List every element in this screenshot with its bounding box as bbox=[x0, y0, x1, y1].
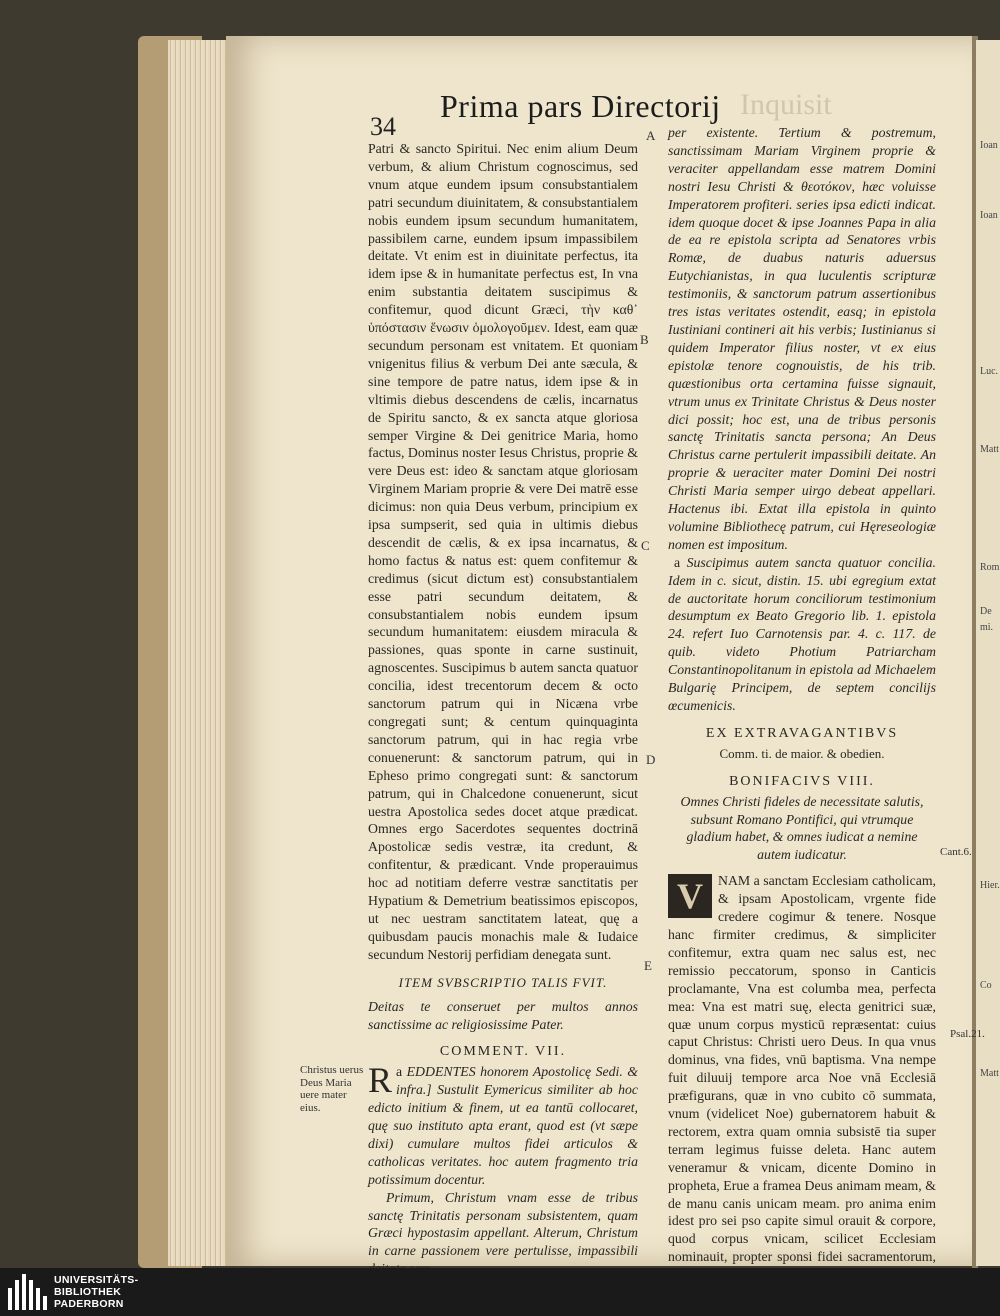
page-number: 34 bbox=[370, 112, 396, 141]
bonifacius-heading: BONIFACIVS VIII. bbox=[729, 773, 875, 789]
comment-text-2: Primum, Christum vnam esse de tribus sanctę Trinitatis personam subsistentem, quam Græci hypostasim appellant. Alterum, Christum in carne passionem vere pertulisse, impassibili bbox=[368, 1189, 638, 1259]
extravagantes-heading: EX EXTRAVAGANTIBVS bbox=[705, 725, 899, 741]
left-column bbox=[368, 140, 638, 1278]
right-margin-note-psal: Psal.21. bbox=[950, 1028, 985, 1040]
decorated-initial: V bbox=[668, 874, 712, 918]
subscription-heading: ITEM SVBSCRIPTIO TALIS FVIT. bbox=[398, 974, 608, 990]
adjacent-fragment: Rom bbox=[980, 562, 1000, 573]
page-edges bbox=[168, 40, 230, 1266]
commentary-text-2: Suscipimus autem sancta quatuor concilia. Idem in c. sicut, distin. 15. ubi egregium extat de auctoritate horum conciliorum testimonium desumptum ex Beato Gregorio lib. 1. epistola 24. refert Iuo Carnotensis par. 4. c. 117. de quib. videto Photium Patriarcham Constantinopolitanum in epistola ad Michaelem Bulgarię Principem, de septem concilijs œcumenicis. bbox=[668, 554, 936, 713]
right-column bbox=[668, 124, 936, 1284]
commentary-text: per existente. Tertium & postremum, sanctissimam Mariam Virginem proprie & veraciter appellandam esse matrem Domini nostri Iesu Christi & θεοτόκον, hæc voluisse Imperatorem profiteri. series ipsa edicti indicat. idem quoque docet & ipse Joannes Papa in alia de ea re epistola scripta ad Senatores vrbis Romæ, de duabus naturis aduersus Eutychianistas, in qua luculentis scripturæ testimoniis, & sanctorum patrum assertionibus tres istas veritates ostendit, easq; in epistola Iustiniani contineri ait his verbis; Iustinianus si quidem Imperator filius noster, vt ex eius epistolæ tenore cognouistis, de his trib. quæstionibus orta certamina fuisse signauit, vtrum unus ex Trinitate Christus & Deus noster dici possit; hoc est, una de tribus personis sanctę Trinitatis sancta persona; An Deus Christus carne pertulerit impassibili deitate. An proprie & ueraciter mater Domini Dei nostri Christi Maria semper uirgo debeat appellari. Hactenus ibi. Extat illa epistola in quinto volumine Bibliothecę patrum, cui Hęreseologiæ nomen est impositum. bbox=[668, 125, 936, 552]
comment-letter: a bbox=[396, 1064, 403, 1080]
library-logo-icon bbox=[8, 1274, 48, 1310]
section-letter-c: C bbox=[641, 538, 650, 553]
adjacent-page bbox=[976, 40, 1000, 1266]
subscription-text: Deitas te conseruet per multos annos sanctissime ac religiosissime Pater. bbox=[368, 998, 638, 1032]
library-footer bbox=[0, 1268, 1000, 1316]
comment-text: EDDENTES honorem Apostolicę Sedi. & infra.] Sustulit Eymericus similiter ab hoc edicto initium & finem, ut ea tantū collocaret, quę suo instituto apta erant, quod est (vt sæpe dixi) cumulare multos fidei articulos & catholicas veritates. hoc autem fragmento tria potissimum docentur. bbox=[368, 1064, 638, 1187]
section-letter-e: E bbox=[644, 958, 652, 973]
library-name-line: BIBLIOTHEK bbox=[54, 1286, 122, 1298]
adjacent-fragment: Ioan bbox=[980, 210, 998, 221]
right-margin-note-cant: Cant.6. bbox=[940, 846, 972, 858]
margin-note: Christus uerus Deus Maria uere mater eius. bbox=[300, 1064, 364, 1114]
adjacent-fragment: Co bbox=[980, 980, 992, 991]
adjacent-fragment: Matt bbox=[980, 1068, 999, 1079]
section-letter-a: A bbox=[646, 128, 656, 143]
section-letter-b: B bbox=[640, 332, 649, 347]
section-letter-d: D bbox=[646, 752, 656, 767]
library-name-line: UNIVERSITÄTS- bbox=[54, 1274, 139, 1286]
adjacent-fragment: De bbox=[980, 606, 992, 617]
extravagantes-subheading: Comm. ti. de maior. & obedien. bbox=[719, 745, 885, 761]
comment-heading: COMMENT. VII. bbox=[439, 1044, 567, 1060]
library-name-line: PADERBORN bbox=[54, 1298, 124, 1310]
bull-text: NAM a sanctam Ecclesiam catholicam, & ipsam Apostolicam, vrgente fide credere cogimur & tenere. Nosque hanc firmiter credimus, & simpliciter confitemur, extra quam nec salus est, nec remissio peccatorum, sponso in Canticis proclamante, Vna est columba mea, perfecta mea: Vna est matri suę, electa genitrici suæ, quæ unum corpus mysticū repræsentat: cuius caput Christus: Christi uero Deus. In qua vnus dominus, vna fides, vnū baptisma. Vna nempe fuit diluuij tempore arca Noe vnā Ecclesiā præfigurans, quæ in vno cubito cō summata, vnum (videlicet Noe) gubernatorem habuit & rectorem, extra quam omnia subsistē tia super terram legimus fuisse deleta. Hanc autem veneramur & vnicam, dicente Domino in propheta, Erue a framea Deus animam meam, & de manu canis unicam meam. pro anima enim idest pro sei pso capite simul orauit & corpore, quod corpus vnicam, scilicet Ecclesiam nominauit, propter sponsi fidei sacramentorum, bbox=[668, 873, 936, 1265]
commentary-letter: a bbox=[674, 554, 681, 570]
edict-text: Patri & sancto Spiritui. Nec enim alium Deum verbum, & alium Christum cognoscimus, sed vnum atque eundem ipsum consubstantialem patri secundum diuinitatem, & consubstantialem nobis eundem ipsum secundum humanitatem, passibilem carne, eundem ipsum impassibilem deitate. Vt enim est in diuinitate perfectus, ita idem ipse & in humanitate perfectus est, In vna enim substantia deitatem suscipimus & confitemur, quod dicunt Græci, τὴν καθ᾽ ὑπόστασιν ἕνωσιν ὁμολογοῦμεν. Idest, eam quæ secundum personam est vnitatem. Et quoniam vnigenitus filius & verbum Dei ante sæcula, & sine tempore de patre natus, idem ipse & in vltimis diebus descendens de cælis, incarnatus de Spiritu sancto, & ex sancta atque gloriosa semper Virgine & Dei genitrice Maria, homo factus, Dominus noster Iesus Christus, proprie & vere Deus est: ideo & sanctam atque gloriosam Virginem Mariam proprie & vere Dei matrē esse dicimus: non quia Deus verbum, principium ex ipsa sumpserit, sed quia in ultimis diebus descendit de cælis, & ex ipsa incarnatus, & homo factus & natus est: quem confitemur & credimus (sicut dictum est) consubstantialem esse patri secundum deitatem, & consubstantialem nobis eundem ipsum secundum humanitatem: eiusdem miracula & passiones, quas sponte in carne sustinuit, agnoscentes. Suscipimus b autem sancta quatuor concilia, idest trecentorum decem & octo sanctorum patrum qui in Nicæna vrbe congregati sunt; & centum quinquaginta sanctorum patrum, qui in hac regia vrbe conuenerunt: & sanctorum patrum, qui in Epheso primo congregati sunt: & sanctorum patrum, qui in Chalcedone conuenerunt, sicut uestra Apostolica sedes docet atque prædicat. Omnes ergo Sacerdotes sequentes doctrinā Apostolicæ sedis vestræ, ita credunt, & confitentur, & prædicant. Vnde properauimus hoc ad notitiam deferre vestræ sanctitatis per Hypatium & Demetrium beatissimos episcopos, ut nec uestram sanctitatem lateat, quę a quibusdam paucis monachis male & Iudaice secundum Nestorij perfidiam denegata sunt. bbox=[368, 141, 638, 962]
adjacent-fragment: Ioan bbox=[980, 140, 998, 151]
comment-initial: R bbox=[368, 1060, 393, 1101]
adjacent-fragment: Hier. bbox=[980, 880, 1000, 891]
bull-summary: Omnes Christi fideles de necessitate salutis, subsunt Romano Pontifici, qui vtrumque gladium habet, & omnes iudicat a nemine autem iudicatur. bbox=[680, 793, 924, 863]
adjacent-fragment: Luc. bbox=[980, 366, 999, 377]
running-head: Prima pars Directorij bbox=[440, 88, 721, 124]
library-name bbox=[54, 1274, 138, 1310]
adjacent-fragment: Matt bbox=[980, 444, 999, 455]
adjacent-fragment: mi. bbox=[980, 622, 994, 633]
show-through-text: Inquisit bbox=[740, 88, 832, 121]
